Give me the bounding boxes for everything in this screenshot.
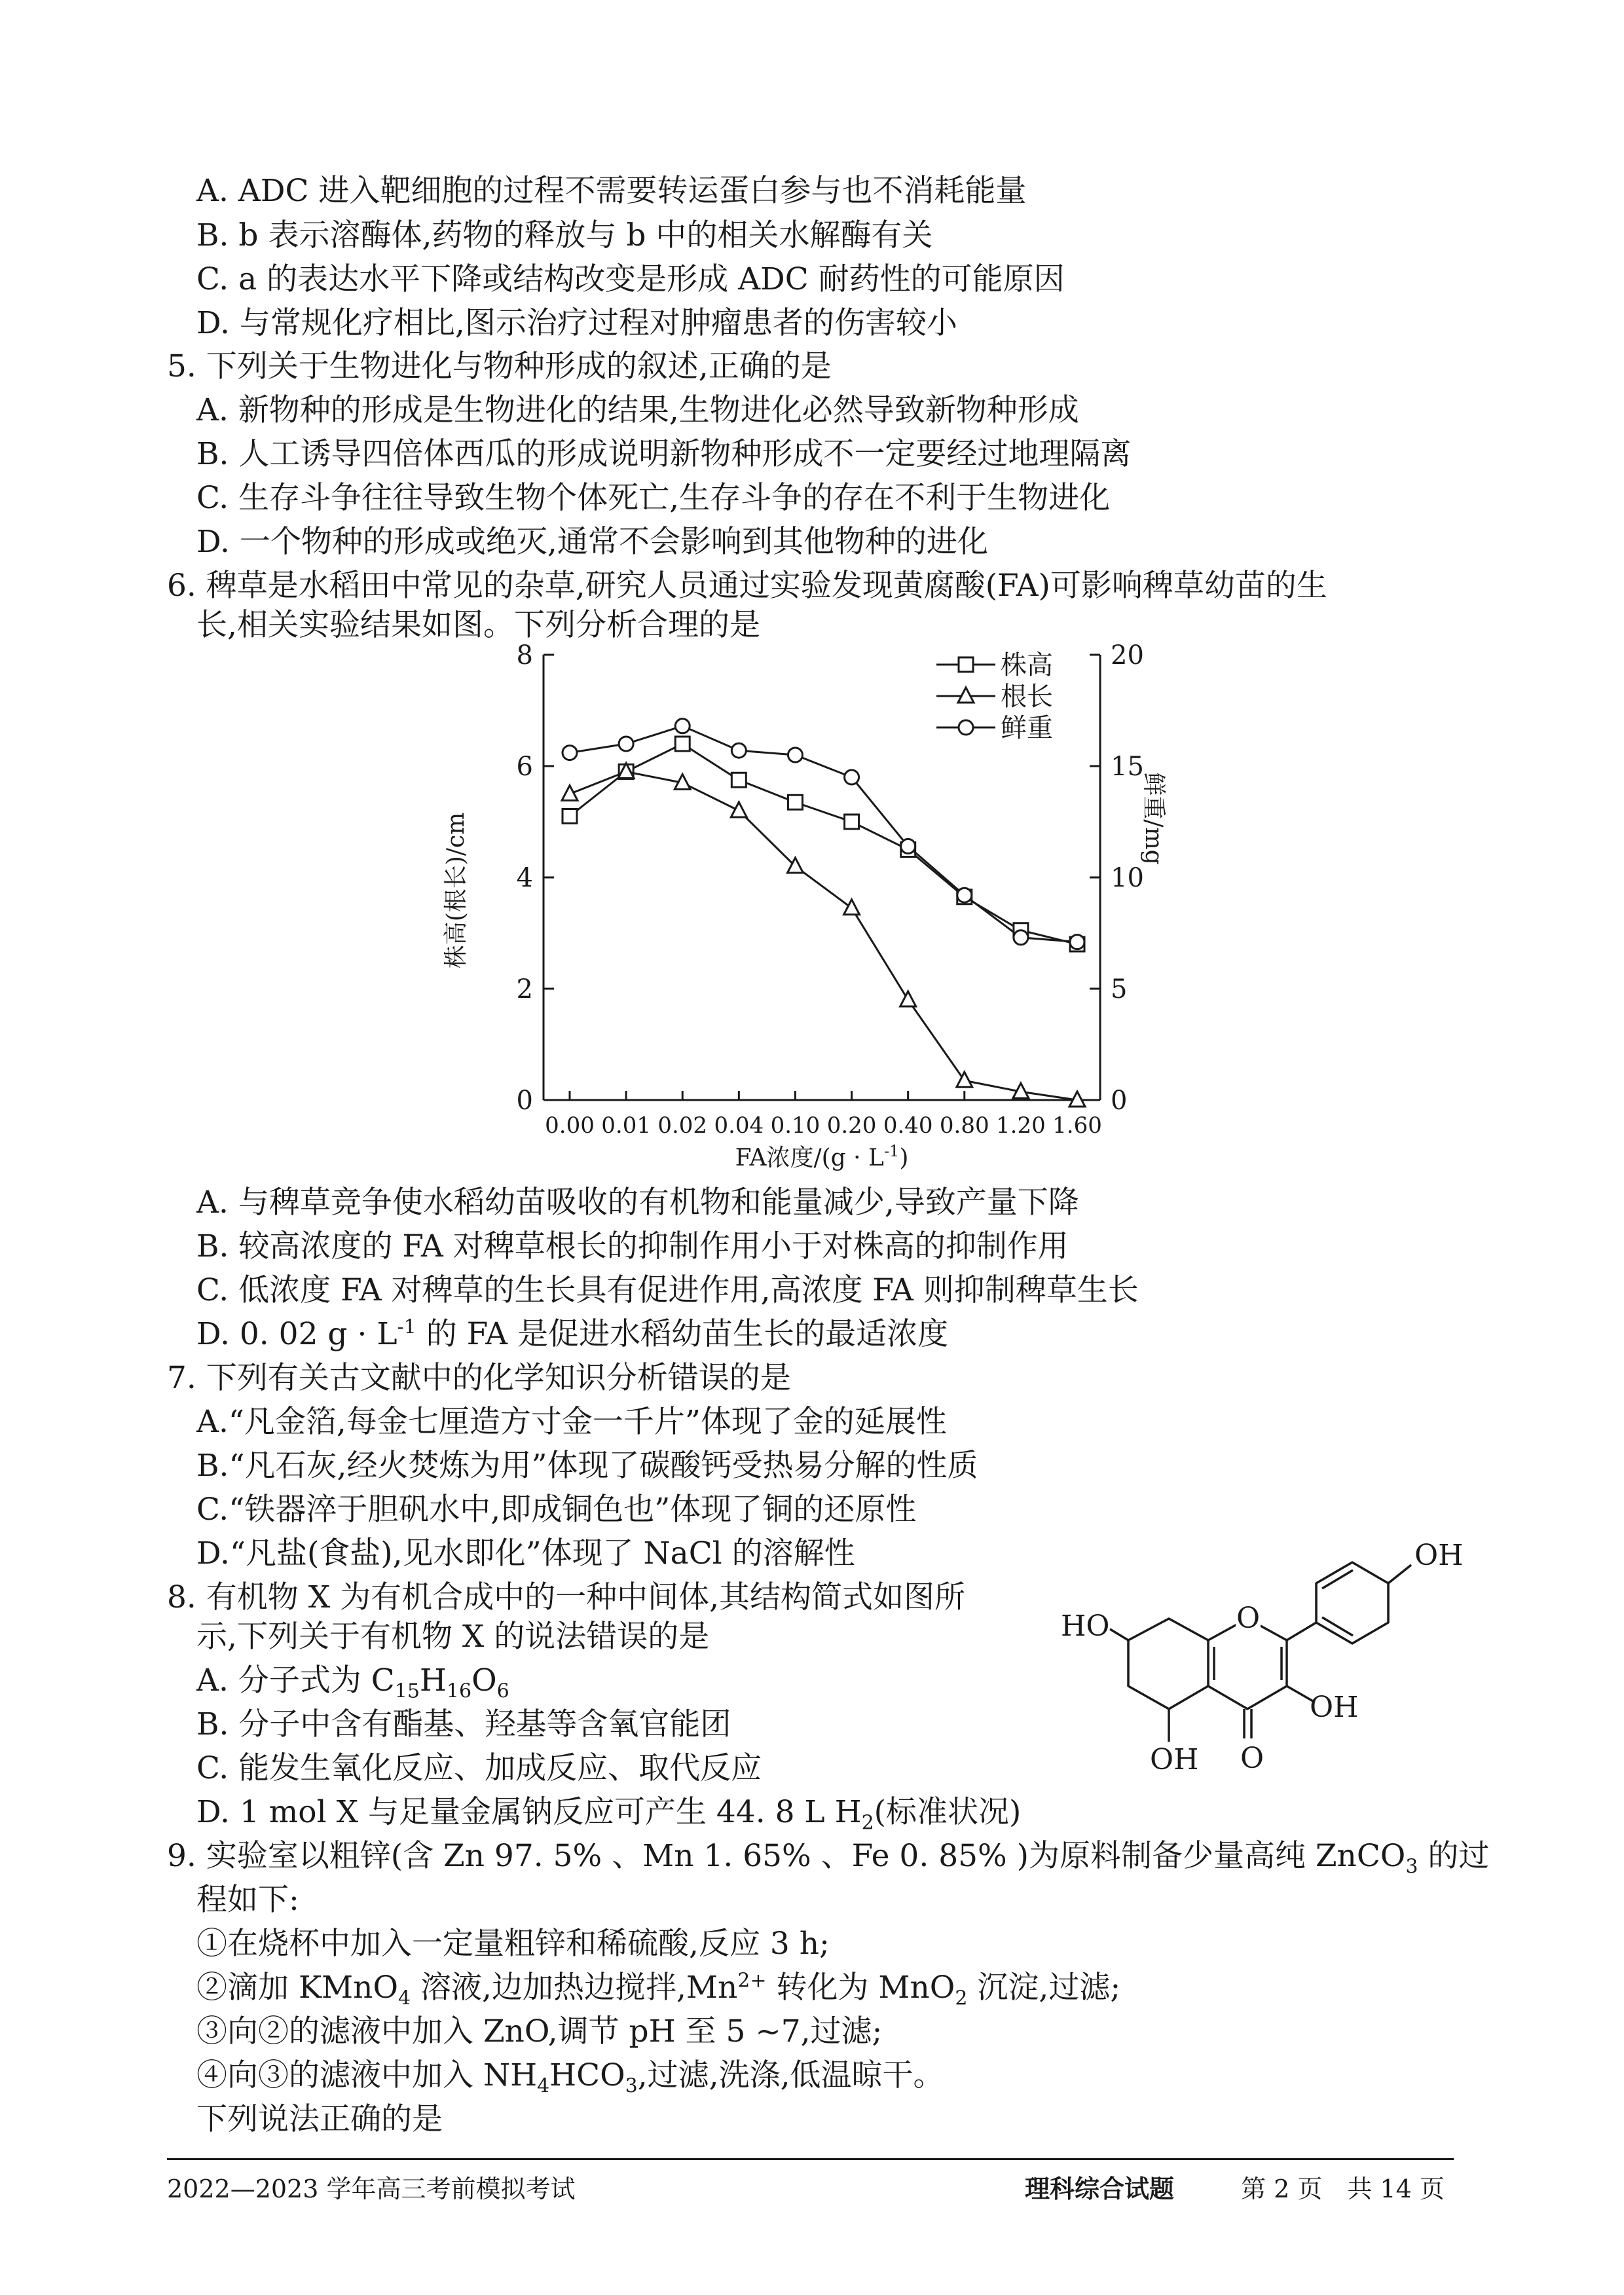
x-tick-label: 1.60: [1052, 1112, 1102, 1139]
q7-stem: 7. 下列有关古文献中的化学知识分析错误的是: [167, 1360, 791, 1396]
q5-option-c: C. 生存斗争往往导致生物个体死亡,生存斗争的存在不利于生物进化: [196, 480, 1111, 516]
right-tick-label: 0: [1111, 1086, 1128, 1116]
oh-top-label: OH: [1414, 1539, 1464, 1572]
data-point-circle: [619, 737, 633, 751]
q8-option-d: D. 1 mol X 与足量金属钠反应可产生 44. 8 L $H_2$(标准状况): [196, 1794, 1022, 1835]
ho-left-label: HO: [1061, 1609, 1110, 1643]
q9-step-4: ④向③的滤液中加入 $NH_4HCO_3$,过滤,洗涤,低温晾干。: [196, 2057, 944, 2098]
q5-option-a: A. 新物种的形成是生物进化的结果,生物进化必然导致新物种形成: [196, 392, 1079, 428]
data-point-circle: [1014, 930, 1028, 945]
series-line-square: [570, 744, 1077, 944]
q4-option-c: C. a 的表达水平下降或结构改变是形成 ADC 耐药性的可能原因: [196, 261, 1065, 297]
data-point-circle: [845, 770, 859, 784]
q7-option-b: B.“凡石灰,经火焚炼为用”体现了碳酸钙受热易分解的性质: [196, 1448, 978, 1484]
oh-bottom-label: OH: [1150, 1743, 1199, 1776]
right-tick-label: 15: [1111, 752, 1144, 782]
right-axis-label: 鲜重/mg: [1140, 772, 1167, 865]
ring-left: [1128, 1619, 1208, 1709]
left-tick-label: 4: [516, 863, 533, 893]
q8-option-a: A. 分子式为 $C_{15}H_{16}O_6$: [196, 1662, 509, 1703]
legend-label-triangle: 根长: [1001, 682, 1053, 712]
chart-series: [562, 719, 1085, 1107]
q7-option-d: D.“凡盐(食盐),见水即化”体现了 NaCl 的溶解性: [196, 1535, 855, 1571]
left-tick-label: 2: [516, 974, 533, 1004]
oh-right-label: OH: [1310, 1691, 1359, 1724]
q6-stem-line1: 6. 稗草是水稻田中常见的杂草,研究人员通过实验发现黄腐酸(FA)可影响稗草幼苗的生: [167, 568, 1327, 604]
x-tick-label: 0.02: [657, 1112, 708, 1139]
data-point-circle: [731, 743, 746, 758]
top-ring-double-2: [1322, 1617, 1353, 1636]
left-tick-label: 6: [516, 752, 533, 782]
data-point-circle: [563, 746, 577, 760]
q6-option-b: B. 较高浓度的 FA 对稗草根长的抑制作用小于对株高的抑制作用: [196, 1228, 1069, 1264]
q9-step-2: ②滴加 KMnO$_4$ 溶液,边加热边搅拌$,Mn^{2+}$ 转化为 MnO$_2$ 沉淀,过滤;: [196, 1969, 1121, 2010]
x-tick-label: 0.20: [826, 1112, 877, 1139]
right-tick-label: 10: [1111, 863, 1144, 893]
q6-option-d: D. 0. 02 $g \cdot L^{-1}$ 的 FA 是促进水稻幼苗生长的最适浓度: [196, 1315, 949, 1352]
left-tick-label: 0: [516, 1086, 533, 1116]
top-ring-double-1: [1322, 1570, 1353, 1588]
q7-option-a: A.“凡金箔,每金七厘造方寸金一千片”体现了金的延展性: [196, 1404, 947, 1440]
q8-option-c: C. 能发生氧化反应、加成反应、取代反应: [196, 1750, 762, 1786]
legend-label-square: 株高: [1001, 650, 1053, 680]
q4-option-b: B. b 表示溶酶体,药物的释放与 b 中的相关水解酶有关: [196, 217, 933, 253]
data-point-circle: [675, 719, 690, 733]
q5-option-d: D. 一个物种的形成或绝灭,通常不会影响到其他物种的进化: [196, 524, 988, 560]
ring-link-bond: [1287, 1623, 1316, 1640]
data-point-circle: [957, 888, 972, 902]
data-point-triangle: [844, 900, 860, 915]
series-line-triangle: [570, 772, 1077, 1101]
x-tick-label: 0.80: [939, 1112, 989, 1139]
x-tick-label: 1.20: [996, 1112, 1046, 1139]
left-axis-label: 株高(根长)/cm: [443, 812, 470, 969]
q9-stem-line1: 9. 实验室以粗锌(含 Zn 97. 5% 、Mn 1. 65% 、Fe 0. 85% )为原料制备少量高纯 ZnCO$_3$ 的过: [167, 1838, 1490, 1879]
fa-effect-chart: [419, 629, 1167, 1192]
q4-option-d: D. 与常规化疗相比,图示治疗过程对肿瘤患者的伤害较小: [196, 305, 957, 341]
data-point-square: [731, 773, 746, 787]
oh-top-bond: [1388, 1565, 1411, 1583]
chart-legend: [936, 650, 1053, 743]
x-tick-label: 0.00: [545, 1112, 595, 1139]
data-point-square: [788, 795, 802, 809]
data-point-triangle: [562, 786, 578, 801]
footer-subject: 理科综合试题: [1025, 2174, 1175, 2203]
q8-stem-line2: 示,下列关于有机物 X 的说法错误的是: [196, 1619, 710, 1655]
right-tick-label: 5: [1111, 974, 1128, 1004]
footer-rule: [167, 2158, 1454, 2160]
data-point-triangle: [731, 802, 747, 817]
q6-stem-line2: 长,相关实验结果如图。下列分析合理的是: [196, 607, 760, 643]
ho-left-bond: [1110, 1629, 1128, 1640]
q6-option-a: A. 与稗草竞争使水稻幼苗吸收的有机物和能量减少,导致产量下降: [196, 1184, 1079, 1221]
legend-marker-square: [959, 657, 973, 672]
q4-option-a: A. ADC 进入靶细胞的过程不需要转运蛋白参与也不消耗能量: [196, 173, 1027, 209]
data-point-square: [845, 815, 859, 829]
data-point-circle: [1070, 935, 1084, 949]
series-line-circle: [570, 726, 1077, 942]
q9-step-1: ①在烧杯中加入一定量粗锌和稀硫酸,反应 3 h;: [196, 1926, 830, 1962]
q5-stem: 5. 下列关于生物进化与物种形成的叙述,正确的是: [167, 348, 832, 384]
right-tick-label: 20: [1111, 640, 1144, 670]
legend-marker-circle: [959, 720, 973, 735]
oh-right-bond: [1287, 1686, 1313, 1701]
q6-option-c: C. 低浓度 FA 对稗草的生长具有促进作用,高浓度 FA 则抑制稗草生长: [196, 1272, 1139, 1308]
footer-exam-title: 2022—2023 学年高三考前模拟考试: [167, 2175, 576, 2203]
data-point-circle: [901, 839, 915, 853]
q8-stem-line1: 8. 有机物 X 为有机合成中的一种中间体,其结构简式如图所: [167, 1579, 966, 1615]
q9-question: 下列说法正确的是: [196, 2101, 443, 2137]
q8-option-b: B. 分子中含有酯基、羟基等含氧官能团: [196, 1706, 731, 1742]
data-point-circle: [788, 748, 802, 762]
data-point-triangle: [900, 991, 916, 1006]
q7-option-c: C.“铁器淬于胆矾水中,即成铜色也”体现了铜的还原性: [196, 1492, 917, 1528]
footer-page-number: 第 2 页 共 14 页: [1241, 2175, 1445, 2203]
x-tick-label: 0.40: [883, 1112, 933, 1139]
ring-top: [1316, 1562, 1388, 1643]
x-tick-label: 0.01: [601, 1112, 651, 1139]
legend-label-circle: 鲜重: [1001, 713, 1053, 743]
q9-step-3: ③向②的滤液中加入 ZnO,调节 pH 至 5 ~7,过滤;: [196, 2013, 883, 2049]
left-tick-label: 8: [516, 640, 533, 670]
keto-oxygen-label: O: [1240, 1742, 1264, 1775]
x-tick-label: 0.10: [770, 1112, 821, 1139]
q5-option-b: B. 人工诱导四倍体西瓜的形成说明新物种形成不一定要经过地理隔离: [196, 436, 1132, 472]
chart-axes: [443, 640, 1167, 1171]
ring-oxygen-label: O: [1236, 1602, 1261, 1635]
data-point-square: [563, 809, 577, 824]
x-tick-label: 0.04: [714, 1112, 764, 1139]
q9-stem-line2: 程如下:: [196, 1882, 299, 1918]
x-axis-label: FA浓度$/(g \cdot L^{-1})$: [735, 1142, 909, 1171]
data-point-square: [675, 737, 690, 751]
molecule-x-structure: [1048, 1526, 1464, 1801]
